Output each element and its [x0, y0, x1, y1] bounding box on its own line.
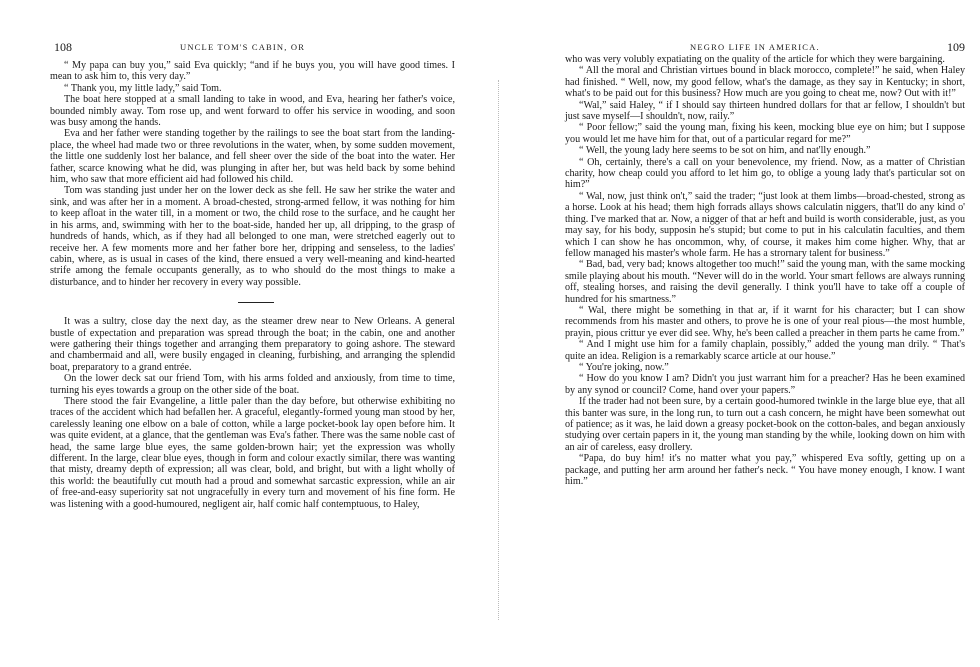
section-break [50, 288, 455, 316]
right-body [565, 54, 965, 487]
paragraph: “ Bad, bad, very bad; knows altogether too much!” said the young man, with the same mocking smile playing about his mouth. “Never will do in the world. Your smart fellows are always running off, stealing horses, and raising the devil generally. I think you'll have to take off a couple of hundred for his smartness.” [565, 259, 965, 305]
section-rule [238, 302, 274, 303]
paragraph: “ Oh, certainly, there's a call on your benevolence, my friend. Now, as a matter of Christian charity, how cheap could you afford to let him go, to oblige a young lady that's particular sot on him?” [565, 156, 965, 191]
running-head-left: UNCLE TOM'S CABIN, OR [180, 42, 306, 52]
paragraph: “ Well, the young lady here seems to be sot on him, and nat'lly enough.” [579, 145, 871, 157]
paragraph-continued: who was very volubly expatiating on the quality of the article for which they were bargaining. [565, 54, 945, 65]
paragraph: “ My papa can buy you,” said Eva quickly; “and if he buys you, you will have good times. I mean to ask him to, this very day.” [50, 60, 455, 83]
paragraph: “ Wal, there might be something in that ar, if it warnt for his character; but I can show recommends from his master and others, to prove he is one of your real pious—the most humble, prayin, pious crittur ye ever did see. Why, he's been called a preacher in them parts he came from.” [565, 304, 965, 339]
paragraph: It was a sultry, close day the next day, as the steamer drew near to New Orleans. A general bustle of expectation and preparation was spread through the boat; in the cabin, one and another were gathering their things together and arranging them preparatory to going ashore. The steward and chambermaid and all, were busily engaged in cleaning, furbishing, and arranging the splendid boat, preparatory to a grand entrée. [50, 316, 455, 373]
paragraph: Eva and her father were standing together by the railings to see the boat start from the landing-place, the wheel had made two or three revolutions in the water, when, by some sudden movement, the little one suddenly lost her balance, and fell sheer over the side of the boat into the water. Her father, scarce knowing what he did, was plunging in after her, but was held back by some behind him, who saw that more efficient aid had followed his child. [50, 128, 455, 186]
paragraph: There stood the fair Evangeline, a little paler than the day before, but otherwise exhibiting no traces of the accident which had befallen her. A graceful, elegantly-formed young man stood by her, carelessly leaning one elbow on a bale of cotton, while a large pocket-book lay open before him. It was quite evident, at a glance, that the gentleman was Eva's father. There was the same noble cast of head, the same large blue eyes, the same golden-brown hair; yet the expression was wholly different. In the large, clear blue eyes, though in form and colour exactly similar, there was wanting that misty, dreamy depth of expression; all was clear, bold, and bright, but with a light wholly of this world: the beautifully cut mouth had a proud and somewhat sarcastic expression, while an air of free-and-easy superiority sat not ungracefully in every turn and movement of his fine form. He was listening with a good-humoured, negligent air, half comic half contemptuous, to Haley, [50, 395, 455, 510]
paragraph: “ You're joking, now.” [579, 361, 669, 373]
left-body [50, 60, 455, 510]
page-gutter [498, 80, 500, 620]
paragraph: If the trader had not been sure, by a certain good-humored twinkle in the large blue eye, that all this banter was sure, in the long run, to turn out a cash concern, he might have been somewhat out of patience; as it was, he laid down a greasy pocket-book on the cotton-bales, and began anxiously studying over certain papers in it, the young man standing by the while, looking down on him with an air of careless, easy drollery. [565, 396, 965, 453]
paragraph: On the lower deck sat our friend Tom, with his arms folded and anxiously, from time to time, turning his eyes towards a group on the other side of the boat. [50, 373, 455, 396]
left-header [50, 40, 455, 62]
left-page [50, 0, 455, 667]
running-head-right: NEGRO LIFE IN AMERICA. [690, 42, 820, 52]
paragraph: “ How do you know I am? Didn't you just warrant him for a preacher? Has he been examined by any synod or council? Come, hand over your papers.” [565, 373, 965, 396]
paragraph: Tom was standing just under her on the lower deck as she fell. He saw her strike the water and sink, and was after her in a moment. A broad-chested, strong-armed fellow, it was nothing for him to keep afloat in the water till, in a moment or two, the child rose to the surface, and he caught her in his arms, and, swimming with her to the boat-side, handed her up, all dripping, to the grasp of hundreds of hands, which, as if they had all belonged to one man, were stretched eagerly out to receive her. A few moments more and her father bore her, dripping and senseless, to the ladies' cabin, where, as is usual in cases of the kind, there ensued a very well-meaning and kind-hearted strife among the female occupants generally, as to who should do the most things to make a disturbance, and to hinder her recovery in every way possible. [50, 185, 455, 288]
paragraph: “ And I might use him for a family chaplain, possibly,” added the young man drily. “ That's quite an idea. Religion is a remarkably scarce article at our house.” [565, 339, 965, 362]
paragraph: “ Wal, now, just think on't,” said the trader; “just look at them limbs—broad-chested, strong as a horse. Look at his head; them high forrads allays shows calculatin niggers, that'll do any kind o' thing. I've marked that ar. Now, a nigger of that ar heft and build is worth considerable, just, as you may say, for his body, supposin he's stupid; but come to put in his calculatin faculties, and them which I can show he has oncommon, why, of course, it makes him come higher. Why, that ar fellow managed his master's whole farm. He has a strornary talent for business.” [565, 190, 965, 259]
page-number-right: 109 [947, 40, 965, 54]
paragraph: “ All the moral and Christian virtues bound in black morocco, complete!” he said, when Haley had finished. “ Well, now, my good fellow, what's the damage, as they say in Kentucky; in short, what's to be paid out for this business? How much are you going to cheat me, now? Out with it!” [565, 65, 965, 100]
paragraph: “ Thank you, my little lady,” said Tom. [64, 82, 222, 94]
paragraph: The boat here stopped at a small landing to take in wood, and Eva, hearing her father's voice, bounded nimbly away. Tom rose up, and went forward to offer his service in wooding, and soon was busy among the hands. [50, 94, 455, 129]
paragraph: “Papa, do buy him! it's no matter what you pay,” whispered Eva softly, getting up on a package, and putting her arm around her father's neck. “ You have money enough, I know. I want him.” [565, 453, 965, 488]
page-number-left: 108 [54, 40, 72, 54]
paragraph: “Wal,” said Haley, “ if I should say thirteen hundred dollars for that ar fellow, I shouldn't but just save myself—I shouldn't, now, raily.” [565, 99, 965, 123]
right-header [565, 40, 965, 62]
right-page [565, 0, 965, 667]
paragraph: “ Poor fellow;” said the young man, fixing his keen, mocking blue eye on him; but I suppose you would let me have him for that, out of a particular regard for me?” [565, 122, 965, 145]
